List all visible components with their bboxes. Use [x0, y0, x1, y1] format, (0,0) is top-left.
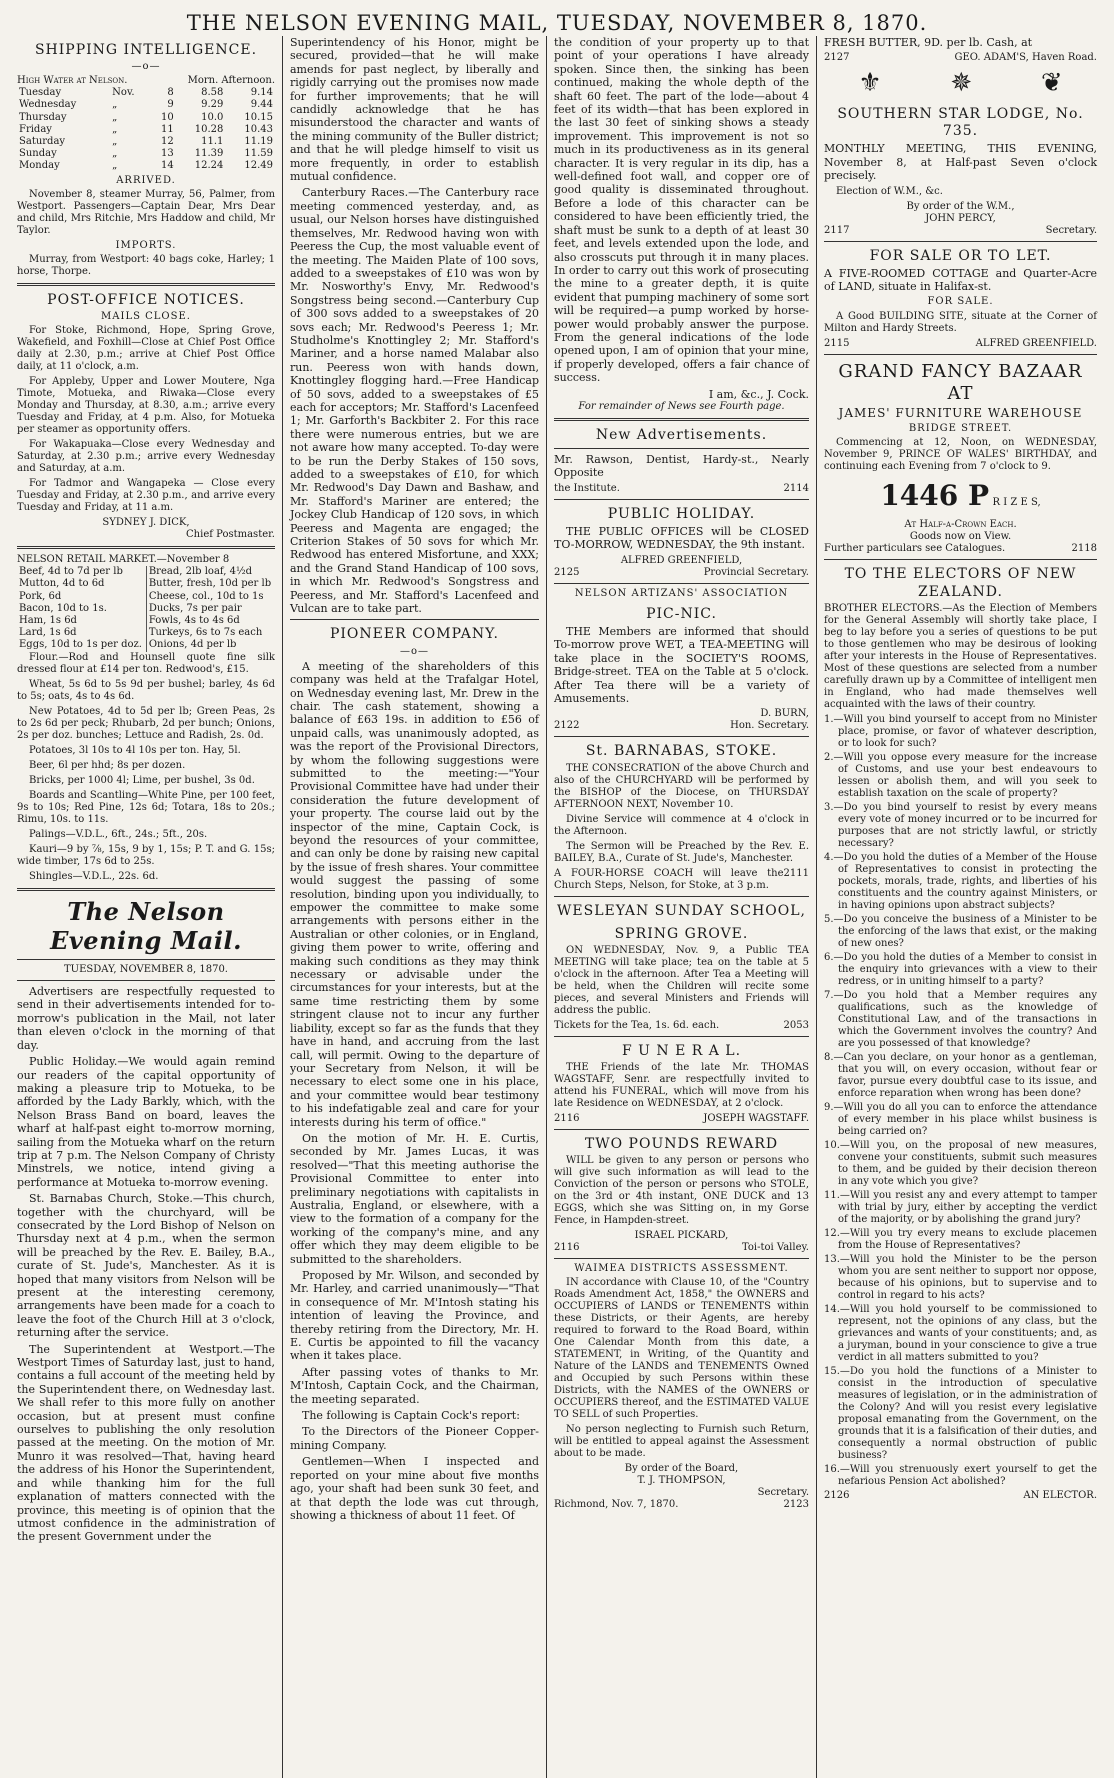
- tide-cell: 10.0: [201, 111, 224, 123]
- sale-sign: ALFRED GREENFIELD.: [975, 337, 1097, 349]
- tide-cell: 10: [161, 111, 174, 123]
- tide-cell: 8: [167, 87, 174, 99]
- barnabas-footer: [554, 868, 809, 892]
- market-line: Potatoes, 3l 10s to 4l 10s per ton. Hay, 5l.: [29, 744, 241, 756]
- tide-cell: Thursday: [19, 111, 67, 123]
- square-icon: ❦: [1040, 68, 1063, 99]
- lodge-heading: SOUTHERN STAR LODGE, No. 735.: [837, 106, 1084, 140]
- electors-heading: TO THE ELECTORS OF NEW ZEALAND.: [844, 566, 1077, 600]
- sale-subheading: FOR SALE.: [927, 296, 994, 308]
- tide-cell: „: [112, 111, 118, 123]
- shipping-sep: —o—: [131, 61, 161, 73]
- market-line: Palings—V.D.L., 6ft., 24s.; 5ft., 20s.: [29, 828, 208, 840]
- market-line: Bricks, per 1000 4l; Lime, per bushel, 3s 0d.: [29, 774, 255, 786]
- market-row: [17, 566, 275, 578]
- artizans-heading: NELSON ARTIZANS' ASSOCIATION: [574, 587, 789, 599]
- elector-question: 13.—Will you hold the Minister to be the person whom you are sent neither to support nor oppose, because of his opinions, but to supervise and to control in regard to his acts?: [824, 1253, 1097, 1301]
- divider: [554, 736, 809, 737]
- waimea-text: No person neglecting to Furnish such Return, will be entitled to appeal against the Assessment about to be made.: [554, 1424, 809, 1460]
- prizes-view: Goods now on View.: [909, 531, 1012, 543]
- tide-head: High Water at Nelson.: [17, 75, 128, 87]
- market-cell: Mutton, 4d to 6d: [17, 578, 146, 590]
- market-cell: Lard, 1s 6d: [17, 627, 146, 639]
- divider: [17, 546, 275, 549]
- paper-title: The Nelson Evening Mail.: [50, 896, 242, 955]
- elector-question: 10.—Will you, on the proposal of new measures, convene your constituents, submit such measures to them, and be guided by their decision thereon in any vote which you give?: [824, 1139, 1097, 1187]
- market-line: Kauri—9 by ⅞, 15s, 9 by 1, 15s; P. T. and G. 15s; wide timber, 17s 6d to 25s.: [17, 843, 275, 867]
- tide-row: [17, 160, 275, 172]
- tide-cell: 13: [161, 148, 174, 160]
- post-heading: POST-OFFICE NOTICES.: [47, 291, 245, 308]
- elector-question: 15.—Do you hold the functions of a Minister to consist in the introduction of speculative measures of legislation, or in the administration of the Colony? And will you resist every legislative proposal emanating from the Government, on the grounds that it is a falsification of their duties, and consequently a normal obstruction of public business?: [824, 1365, 1097, 1461]
- tide-row: [17, 148, 275, 160]
- artizans-sign-title: Hon. Secretary.: [730, 720, 809, 732]
- market-line: Flour.—Rod and Hounsell quote fine silk dressed flour at £14 per ton. Redwood's, £15.: [17, 651, 275, 675]
- ad-number: 2115: [824, 337, 850, 349]
- tide-cell: 11.39: [194, 148, 224, 160]
- waimea-sign: T. J. THOMPSON,: [637, 1475, 726, 1487]
- waimea-footer: [554, 1499, 809, 1511]
- sale-heading: FOR SALE OR TO LET.: [869, 247, 1052, 264]
- ph-sign-title: Provincial Secretary.: [703, 566, 809, 578]
- ad-number: 2122: [554, 720, 580, 732]
- artizans-sign: D. BURN,: [760, 708, 809, 720]
- reward-sign: ISRAEL PICKARD,: [634, 1229, 729, 1241]
- sale-footer: [824, 338, 1097, 350]
- tide-cell: „: [112, 160, 118, 172]
- post-item: For Stoke, Richmond, Hope, Spring Grove, Wakefield, and Foxhill—Close at Chief Post Office daily at 2.30, p.m.; arrive at Chief Post Office daily, at 11 o'clock, a.m.: [17, 325, 275, 373]
- tide-table: [17, 87, 275, 172]
- barnabas-text: Divine Service will commence at 4 o'clock in the Afternoon.: [554, 813, 809, 837]
- funeral-text: THE Friends of the late Mr. THOMAS WAGSTAFF, Senr. are respectfully invited to attend his FUNERAL, which will move from his late Residence on WEDNESDAY, at 2 o'clock.: [554, 1061, 809, 1109]
- tide-cell: 12.49: [244, 160, 273, 172]
- compass-icon: ⚜: [858, 68, 882, 99]
- elector-question: 11.—Will you resist any and every attempt to tamper with trial by jury, either by accepting the verdict of the majority, or by abolishing the grand jury?: [824, 1189, 1097, 1225]
- tide-cell: 9.44: [250, 99, 273, 111]
- post-sign-title: Chief Postmaster.: [186, 529, 275, 541]
- lodge-text: MONTHLY MEETING, THIS EVENING, November 8, at Half-past Seven o'clock precisely.: [824, 142, 1097, 183]
- masthead: THE NELSON EVENING MAIL, TUESDAY, NOVEMBER 8, 1870.: [186, 11, 928, 35]
- wesleyan-text: ON WEDNESDAY, Nov. 9, a Public TEA MEETING will take place; tea on the table at 5 o'clock in the afternoon. After Tea a Meeting will be held, when the Children will recite some pieces, and several Ministers and Friends will address the public.: [554, 944, 809, 1016]
- lodge-text: Election of W.M., &c.: [836, 185, 943, 197]
- elector-question: 2.—Will you oppose every measure for the increase of Customs, and use your best endeavours to lessen or abolish them, and will you seek to establish taxation on the scale of property?: [824, 751, 1097, 799]
- lodge-sign-title: Secretary.: [1045, 224, 1097, 236]
- ad-number: 2053: [783, 1019, 809, 1031]
- barnabas-text: The Sermon will be Preached by the Rev. E. BAILEY, B.A., Curate of St. Jude's, Manchester.: [554, 840, 809, 864]
- electors-intro: BROTHER ELECTORS.—As the Election of Members for the General Assembly will shortly take place, I beg to lay before you a series of questions to be put to those gentlemen who may be desirous of looking after your interests in the House of Representatives. Most of these questions are selected from a number carefully drawn up by a Committee of intelligent men in England, who had made themselves well acquainted with the laws of their country.: [824, 602, 1097, 710]
- divider: [824, 559, 1097, 560]
- public-holiday-text: THE PUBLIC OFFICES will be CLOSED TO-MORROW, WEDNESDAY, the 9th instant.: [554, 524, 809, 552]
- lodge-by: By order of the W.M.,: [906, 200, 1015, 212]
- columns: [10, 36, 1104, 1778]
- tide-row: [17, 136, 275, 148]
- divider: [17, 959, 275, 960]
- shipping-heading: SHIPPING INTELLIGENCE.: [34, 42, 258, 58]
- divider: [17, 888, 275, 891]
- tide-cell: 10.43: [244, 123, 273, 135]
- ad-number: 2123: [783, 1499, 809, 1511]
- market-cell: Onions, 4d per lb: [148, 639, 237, 651]
- divider: [554, 1129, 809, 1130]
- elector-question: 8.—Can you declare, on your honor as a gentleman, that you will, on every occasion, without fear or favor, pursue every doubtful case to its issue, and enforce reparation when wrong has been done?: [824, 1051, 1097, 1099]
- races-article: Canterbury Races.—The Canterbury race meeting commenced yesterday, and, as usual, our Nelson horses have distinguished themselves, Mr. Redwood having won with Peeress the Cup, the most valuable event of the meeting. The Maiden Plate of 100 sovs, added to a sweepstakes of £10 was won by Mr. Nosworthy's Envy, Mr. Redwood's Songstress being second.—Canterbury Cup of 300 sovs added to a sweepstakes of 20 sovs each; Mr. Redwood's Peeress 1; Mr. Studholme's Knottingley 2; Mr. Stafford's Mariner, and a horse named Malabar also run. Peeress won with hands down, Knottingley flogging hard.—Free Handicap of 50 sovs, added to a sweepstakes of £5 each for acceptors; Mr. Stafford's Lacenfeed 1; Mr. Garforth's Backbiter 2. For this race there were numerous entries, but we are not aware how many accepted. To-day were to be run the Derby Stakes of 150 sovs, added to a sweepstakes of £10, for which Mr. Redwood's Day Dawn and Bashaw, and Mr. Stafford's Mariner are entered; the Jockey Club Handicap of 120 sovs, in which Peeress and Magenta are engaged; the Criterion Stakes of 50 sovs for which Mr. Redwood has entered Misfortune, and XXX; and the Grand Stand Handicap of 100 sovs, in which Mr. Redwood's Songstress and Peeress, and Mr. Stafford's Lacenfeed and Vulcan are to take part.: [290, 186, 539, 616]
- market-cell: Pork, 6d: [17, 591, 146, 603]
- divider: [554, 499, 809, 500]
- tide-cell: Tuesday: [19, 87, 62, 99]
- prizes-sub: At Half-a-Crown Each.: [904, 519, 1017, 531]
- column-3: [546, 36, 816, 1778]
- prizes-footer: [824, 543, 1097, 555]
- market-line: Shingles—V.D.L., 22s. 6d.: [29, 870, 159, 882]
- divider: [824, 354, 1097, 355]
- waimea-text: IN accordance with Clause 10, of the "Country Roads Amendment Act, 1858," the OWNERS and OCCUPIERS of LANDS or TENEMENTS within these Districts, or their Agents, are hereby required to forward to the Road Board, within One Calendar Month from this date, a STATEMENT, in Writing, of the Quantity and Nature of the LANDS and TENEMENTS Owned and Occupied by such Persons within these Districts, with the NAMES of the OWNERS or OCCUPIERS thereof, and the ESTIMATED VALUE TO SELL of such Properties.: [554, 1277, 809, 1421]
- tide-cell: „: [112, 123, 118, 135]
- arrived-heading: ARRIVED.: [116, 174, 176, 186]
- divider: [17, 980, 275, 981]
- prizes-word: R I Z E S,: [992, 497, 1041, 509]
- tide-cell: 9: [167, 99, 174, 111]
- market-line: Wheat, 5s 6d to 5s 9d per bushel; barley, 4s 6d to 5s; oats, 4s to 4s 6d.: [17, 678, 275, 702]
- pioneer-text: To the Directors of the Pioneer Copper-mining Company.: [290, 1425, 539, 1452]
- tide-cell: Friday: [19, 123, 52, 135]
- elector-question: 14.—Will you hold yourself to be commissioned to represent, not the opinions of any class, but the grievances and wants of your constituents; and, as a juryman, bound in your conscience to give a true verdict in all matters submitted to you?: [824, 1303, 1097, 1363]
- ad-number: 2116: [554, 1112, 580, 1124]
- report-continued: the condition of your property up to that point of your operations I have already spoken. Since then, the sinking has been continued, making the whole depth of the shaft 60 feet. The part of the lode—about 4 feet of its width—that has been explored in the last 30 feet of sinking shows a steady improvement. This improvement is not so much in its productiveness as in its general character. It is very regular in its dip, has a well-defined foot wall, and copper ore of good quality is disseminated throughout. Before a lode of this character can be considered to have been efficiently tried, the shaft must be sunk to a depth of at least 30 feet, and levels extended upon the lode, and also crosscuts put through it in many places. In order to carry out this work of prosecuting the mine to a greater depth, it is quite evident that pumping machinery of some sort will be required—a pump worked by horse-power would probably answer the purpose. From the general indications of the lode opened upon, I am of opinion that your mine, if properly developed, offers a fair chance of success.: [554, 36, 809, 385]
- reward-heading: TWO POUNDS REWARD: [584, 1135, 779, 1152]
- elector-question: 9.—Will you do all you can to enforce the attendance of every member in his place whilst business is being carried on?: [824, 1101, 1097, 1137]
- divider: [554, 448, 809, 449]
- market-row: [17, 639, 275, 651]
- market-heading: NELSON RETAIL MARKET.—November 8: [17, 554, 230, 566]
- tide-cell: Nov.: [112, 87, 135, 99]
- market-cell: Bread, 2lb loaf, 4½d: [148, 566, 253, 578]
- market-row: [17, 603, 275, 615]
- elector-question: 6.—Do you hold the duties of a Member to consist in the enquiry into grievances with a view to their redress, or in uniting himself to a party?: [824, 951, 1097, 987]
- ad-number: 2125: [554, 566, 580, 578]
- rawson-ad: Mr. Rawson, Dentist, Hardy-st., Nearly Opposite: [554, 453, 809, 480]
- market-cell: Eggs, 10d to 1s per doz.: [17, 639, 146, 651]
- elector-question: 4.—Do you hold the duties of a Member of the House of Representatives to consist in protecting the pockets, morals, trade, rights, and liberties of his constituents and the country against Ministers, or in having opinions upon abstract subjects?: [824, 851, 1097, 911]
- tide-cell: Saturday: [19, 136, 66, 148]
- artizans-footer: [554, 720, 809, 732]
- market-table: [17, 566, 275, 651]
- post-item: For Tadmor and Wangapeka — Close every Tuesday and Friday, at 2.30 p.m., and arrive every Tuesday and Friday, at 11 a.m.: [17, 478, 275, 514]
- divider: [554, 1258, 809, 1259]
- waimea-place: Richmond, Nov. 7, 1870.: [554, 1499, 679, 1511]
- funeral-heading: F U N E R A L.: [621, 1042, 742, 1059]
- column-1: [10, 36, 282, 1778]
- pioneer-sep: —o—: [399, 645, 430, 657]
- imports-text: Murray, from Westport: 40 bags coke, Harley; 1 horse, Thorpe.: [17, 253, 275, 277]
- butter-by: GEO. ADAM'S, Haven Road.: [954, 52, 1097, 64]
- rawson-line: the Institute.: [554, 482, 620, 494]
- tide-cell: 12.24: [194, 160, 224, 172]
- tide-row: [17, 124, 275, 136]
- tide-row: [17, 87, 275, 99]
- masonic-emblems: [824, 68, 1097, 100]
- market-cell: Butter, fresh, 10d per lb: [148, 578, 272, 590]
- tide-cell: Sunday: [19, 148, 57, 160]
- reward-footer: [554, 1242, 809, 1254]
- elector-question: 16.—Will you strenuously exert yourself to get the nefarious Pension Act abolished?: [824, 1463, 1097, 1487]
- tide-cell: 12: [161, 136, 174, 148]
- funeral-footer: [554, 1113, 809, 1125]
- market-cell: Fowls, 4s to 4s 6d: [148, 614, 240, 626]
- divider: [17, 283, 275, 286]
- tide-cell: Wednesday: [19, 99, 77, 111]
- market-cell: Beef, 4d to 7d per lb: [17, 566, 146, 578]
- waimea-by: By order of the Board,: [624, 1463, 739, 1475]
- electors-questions: [824, 714, 1097, 1488]
- remainder-note: For remainder of News see Fourth page.: [578, 400, 785, 412]
- ad-number: 2111: [783, 867, 809, 879]
- market-cell: Ducks, 7s per pair: [148, 602, 242, 614]
- market-lines: [17, 652, 275, 883]
- tide-cell: 9.29: [201, 99, 224, 111]
- reward-sign-place: Toi-toi Valley.: [742, 1241, 809, 1253]
- new-ads-heading: New Advertisements.: [595, 426, 768, 443]
- tide-row: [17, 112, 275, 124]
- butter-footer: [824, 52, 1097, 64]
- prizes-note: Further particulars see Catalogues.: [824, 543, 1006, 555]
- paper-date: TUESDAY, NOVEMBER 8, 1870.: [64, 964, 228, 976]
- tide-cell: „: [112, 136, 118, 148]
- market-cell: Cheese, col., 10d to 1s: [148, 590, 264, 602]
- market-row: [17, 615, 275, 627]
- tide-row: [17, 99, 275, 111]
- post-item: For Appleby, Upper and Lower Moutere, Nga Timote, Motueka, and Riwaka—Close every Monday and Thursday, at 8.30, a.m.; arrive every Tuesday and Friday, at 4 p.m. Also, for Motueka per steamer as opportunity offers.: [17, 376, 275, 436]
- tide-cell: 10.28: [194, 123, 224, 135]
- prizes-banner: [824, 479, 1097, 513]
- tide-cell: 11.19: [244, 136, 273, 148]
- market-cell: Turkeys, 6s to 7s each: [148, 627, 263, 639]
- market-cell: Ham, 1s 6d: [17, 615, 146, 627]
- bazaar-sub: JAMES' FURNITURE WAREHOUSE: [838, 406, 1083, 421]
- ph-sign: ALFRED GREENFIELD,: [620, 554, 743, 566]
- lodge-sign: JOHN PERCY,: [925, 212, 996, 224]
- ad-number: 2116: [554, 1241, 580, 1253]
- tide-cell: 9.14: [250, 87, 273, 99]
- tide-cell: 11.1: [201, 136, 224, 148]
- barnabas-heading: St. BARNABAS, STOKE.: [585, 743, 778, 760]
- divider: [554, 583, 809, 584]
- westport-article: The Superintendent at Westport.—The Westport Times of Saturday last, just to hand, contains a full account of the meeting held by the Superintendent there, on Wednesday last. We shall refer to this more fully on another occasion, but at present must confine ourselves to publishing the only resolution passed at the meeting. On the motion of Mr. Munro it was resolved—That, having heard the address of his Honor the Superintendent, and while thanking him for the full explanation of matters connected with the province, this meeting is of opinion that the utmost confidence in the administration of the present Government under the: [17, 1342, 275, 1544]
- arrived-text: November 8, steamer Murray, 56, Palmer, from Westport. Passengers—Captain Dear, Mrs Dear and child, Mrs Ritchie, Mrs Haddow and child, Mr Taylor.: [17, 188, 275, 236]
- picnic-heading: PIC-NIC.: [646, 605, 717, 622]
- lodge-footer: [824, 225, 1097, 237]
- market-row: [17, 627, 275, 639]
- barnabas-text: A FOUR-HORSE COACH will leave the Church Steps, Nelson, for Stoke, at 3 p.m.: [554, 867, 784, 891]
- tide-cell: 10.15: [244, 111, 273, 123]
- electors-footer: [824, 1490, 1097, 1502]
- bazaar-sub2: BRIDGE STREET.: [908, 423, 1013, 435]
- tide-cell: 11.59: [244, 148, 273, 160]
- pioneer-text: After passing votes of thanks to Mr. M'Intosh, Captain Cock, and the Chairman, the meeting separated.: [290, 1365, 539, 1406]
- funeral-sign: JOSEPH WAGSTAFF.: [703, 1112, 809, 1124]
- divider: [554, 1036, 809, 1037]
- elector-question: 7.—Do you hold that a Member requires any qualifications, such as the knowledge of Constitutional Law, and of the transactions in which the Government involves the country? And are you possessed of that knowledge?: [824, 989, 1097, 1049]
- elector-question: 3.—Do you bind yourself to resist by every means every vote of money incurred or to be incurred for purposes that are not strictly lawful, or strictly necessary?: [824, 801, 1097, 849]
- westport-continued: Superintendency of his Honor, might be secured, provided—that he will make amends for past neglect, by liberally and rigidly carrying out the promises now made for further improvements; that he will candidly acknowledge that he has misunderstood the character and wants of the mining community of the Buller district; and that he will pledge himself to visit us more frequently, in order to establish mutual confidence.: [290, 36, 539, 184]
- tide-cols: Morn. Afternoon.: [187, 75, 275, 87]
- elector-question: 1.—Will you bind yourself to accept from no Minister place, promise, or favor of whatever description, or to look for such?: [824, 713, 1097, 749]
- tide-header: [17, 75, 275, 87]
- advertisers-note: Advertisers are respectfully requested to send in their advertisements intended for to-morrow's publication in the Mail, not later than eleven o'clock in the morning of that day.: [17, 985, 275, 1052]
- divider: [554, 418, 809, 421]
- divider: [554, 896, 809, 897]
- post-sign: SYDNEY J. DICK,: [102, 517, 190, 529]
- electors-sign: AN ELECTOR.: [1023, 1489, 1097, 1501]
- market-row: [17, 591, 275, 603]
- divider: [290, 619, 539, 620]
- column-2: [282, 36, 546, 1778]
- imports-heading: IMPORTS.: [115, 239, 177, 251]
- sale-text: A Good BUILDING SITE, situate at the Corner of Milton and Hardy Streets.: [824, 310, 1097, 334]
- ad-number: 2117: [824, 224, 850, 236]
- market-line: Boards and Scantling—White Pine, per 100 feet, 9s to 10s; Red Pine, 12s 6d; Totara, 18s to 20s.; Rimu, 10s. to 11s.: [17, 789, 275, 825]
- butter-ad: FRESH BUTTER, 9D. per lb. Cash, at: [824, 36, 1033, 49]
- tide-cell: „: [112, 99, 118, 111]
- report-sign: I am, &c., J. Cock.: [708, 387, 809, 401]
- public-holiday-heading: PUBLIC HOLIDAY.: [607, 505, 756, 522]
- holiday-article: Public Holiday.—We would again remind our readers of the capital opportunity of making a pleasure trip to Motueka, to be afforded by the Lady Barkly, which, with the Nelson Brass Band on board, leaves the wharf at half-past eight to-morrow morning, sailing from the Motueka wharf on the return trip at 7 p.m. The Nelson Company of Christy Minstrels, we notice, intend giving a performance at Motueka to-morrow evening.: [17, 1055, 275, 1189]
- sale-text: A FIVE-ROOMED COTTAGE and Quarter-Acre of LAND, situate in Halifax-st.: [824, 266, 1097, 293]
- tide-cell: „: [112, 148, 118, 160]
- post-item: For Wakapuaka—Close every Wednesday and Saturday, at 2.30 p.m.; arrive every Wednesday and Saturday, at a.m.: [17, 439, 275, 475]
- elector-question: 5.—Do you conceive the business of a Minister to be the enforcing of the laws that exist, or the making of new ones?: [824, 913, 1097, 949]
- ad-number: 2118: [1071, 543, 1097, 555]
- market-line: Beer, 6l per hhd; 8s per dozen.: [29, 759, 186, 771]
- barnabas-text: THE CONSECRATION of the above Church and also of the CHURCHYARD will be performed by the BISHOP of the Diocese, on THURSDAY AFTERNOON NEXT, November 10.: [554, 762, 809, 810]
- waimea-sign-title: Secretary.: [757, 1487, 809, 1499]
- tide-cell: Monday: [19, 160, 60, 172]
- wesleyan-heading: WESLEYAN SUNDAY SCHOOL,: [557, 902, 806, 919]
- barnabas-article: St. Barnabas Church, Stoke.—This church, together with the churchyard, will be consecrated by the Lord Bishop of Nelson on Thursday next at 4 p.m., when the sermon will be preached by the Rev. E. Bailey, B.A., curate of St. Jude's, Manchester. As it is hoped that many visitors from Nelson will be present at the interesting ceremony, arrangements have been made for a coach to leave the foot of the Church Hill at 3 o'clock, returning after the service.: [17, 1192, 275, 1340]
- star-icon: ✵: [950, 68, 973, 99]
- ph-footer: [554, 567, 809, 579]
- prizes-number: 1446 P: [880, 479, 990, 513]
- tide-cell: 14: [161, 160, 174, 172]
- elector-question: 12.—Will you try every means to exclude placemen from the House of Representatives?: [824, 1227, 1097, 1251]
- reward-text: WILL be given to any person or persons who will give such information as will lead to the Conviction of the person or persons who STOLE, on the 3rd or 4th instant, ONE DUCK and 13 EGGS, which she was Sitting on, in my Gorse Fence, in Hampden-street.: [554, 1154, 809, 1226]
- bazaar-text: Commencing at 12, Noon, on WEDNESDAY, November 9, PRINCE OF WALES' BIRTHDAY, and continuing each Evening from 7 o'clock to 9.: [824, 437, 1097, 473]
- tide-cell: 11: [161, 123, 174, 135]
- post-sub: MAILS CLOSE.: [101, 311, 191, 323]
- tide-cell: 8.58: [201, 87, 224, 99]
- market-line: New Potatoes, 4d to 5d per lb; Green Peas, 2s to 2s 6d per peck; Rhubarb, 2d per bunch; Onions, 2s per doz. bunches; Lettuce and Radish, 2s. 0d.: [17, 705, 275, 741]
- pioneer-text: Gentlemen—When I inspected and reported on your mine about five months ago, your shaft had been sunk 30 feet, and at that depth the lode was cut through, showing a thickness of about 11 feet. Of: [290, 1455, 539, 1522]
- pioneer-text: Proposed by Mr. Wilson, and seconded by Mr. Harley, and carried unanimously—"That in consequence of Mr. M'Intosh stating his intention of leaving the Province, and thereby retiring from the Directory, Mr. H. E. Curtis be appointed to fill the vacancy when it takes place.: [290, 1269, 539, 1363]
- artizans-text: THE Members are informed that should To-morrow prove WET, a TEA-MEETING will take place in the SOCIETY'S ROOMS, Bridge-street. TEA on the Table at 5 o'clock. After Tea there will be a variety of Amusements.: [554, 625, 809, 706]
- column-4: [816, 36, 1104, 1778]
- rawson-footer: [554, 483, 809, 495]
- pioneer-text: The following is Captain Cock's report:: [302, 1409, 520, 1423]
- pioneer-text: A meeting of the shareholders of this company was held at the Trafalgar Hotel, on Wednesday evening last, Mr. Drew in the chair. The cash statement, showing a balance of £63 19s. in addition to £56 of unpaid calls, was unanimously adopted, as was the report of the Provisional Directors, by whom the following suggestions were submitted to the meeting:—"Your Provisional Committee have had under their consideration the future development of your property. The course laid out by the inspector of the mine, Captain Cock, is beyond the resources of your committee, and can only be done by raising new capital by the issue of fresh shares. Your committee would suggest the passing of some resolution, binding upon you individually, to empower the committee to make some arrangements with persons either in the Australian or other colonies, or in England, giving them power to write, offering and making such conditions as they may think necessary or advisable under the circumstances for your interests, but at the same time restricting them by some stringent clause not to incur any further liability, except so far as the funds that they have in hand, and accruing from the last call, will permit. Owing to the departure of your Secretary from Nelson, it will be necessary to elect some one in his place, and your committee would bear testimony to his indefatigable zeal and care for your interests during his term of office.": [290, 659, 539, 1129]
- pioneer-text: On the motion of Mr. H. E. Curtis, seconded by Mr. James Lucas, it was resolved—"That this meeting authorise the Provisional Committee to enter into preliminary negotiations with capitalists in Australia, England, or elsewhere, with a view to the formation of a company for the working of the company's mine, and any offer which they may deem eligible to be submitted to the shareholders.: [290, 1131, 539, 1266]
- waimea-heading: WAIMEA DISTRICTS ASSESSMENT.: [574, 1262, 789, 1274]
- wesleyan-tickets: Tickets for the Tea, 1s. 6d. each.: [554, 1019, 720, 1031]
- divider: [824, 241, 1097, 242]
- ad-number: 2114: [783, 482, 809, 494]
- ad-number: 2127: [824, 52, 850, 64]
- pioneer-heading: PIONEER COMPANY.: [329, 626, 499, 643]
- market-cell: Bacon, 10d to 1s.: [17, 603, 146, 615]
- wesleyan-footer: [554, 1020, 809, 1032]
- ad-number: 2126: [824, 1489, 850, 1501]
- market-row: [17, 578, 275, 590]
- wesleyan-subheading: SPRING GROVE.: [614, 925, 749, 942]
- bazaar-heading: GRAND FANCY BAZAAR AT: [838, 360, 1083, 404]
